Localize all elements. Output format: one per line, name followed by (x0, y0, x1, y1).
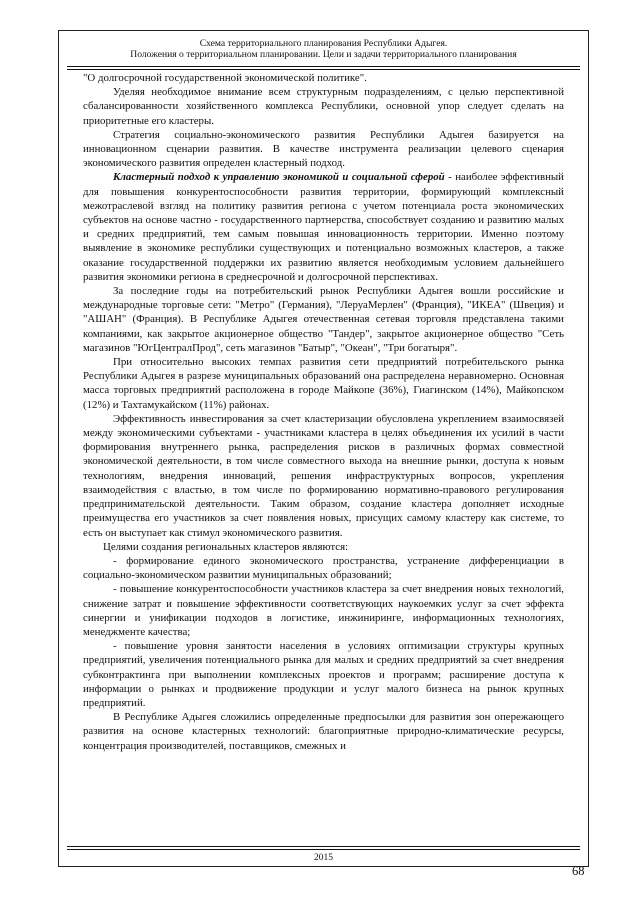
document-body (83, 71, 564, 753)
paragraph: Стратегия социально-экономического развития Республики Адыгея базируется на инновационном сценарии развития. В качестве инструмента реализации целевого сценария экономического развития определен кластерный подход. (83, 128, 564, 170)
paragraph: Уделяя необходимое внимание всем структурным подразделениям, с целью перспективной сбалансированности хозяйственного комплекса Республики, основной упор следует сделать на приоритетные его кластеры. (83, 86, 564, 127)
paragraph: За последние годы на потребительский рынок Республики Адыгея вошли российские и международные торговые сети: "Метро" (Германия), "ЛеруаМерлен" (Франция), "ИКЕА" (Швеция) и "АШАН" (Франция). В Республике Адыгея отечественная сетевая торговля представлена такими компаниями, как закрытое акционерное общество "Тандер", закрытое акционерное общество "Сеть магазинов "ЮгЦентралПрод", сеть магазинов "Батыр", "Океан", "Три богатыря". (83, 285, 564, 354)
header-line-2: Положения о территориальном планировании. Цели и задачи территориального планирования (130, 49, 517, 60)
paragraph (83, 170, 564, 284)
list-item: - повышение уровня занятости населения в условиях оптимизации структуры крупных предприятий, увеличения потенциального рынка для малых и средних предприятий за счет внедрения субконтрактинга при выполнении комплексных проектов и программ; расширение доступа к информации о рынках и продвижение продукции и услуг малого бизнеса на рынок крупных предприятий. (83, 640, 564, 709)
paragraph: При относительно высоких темпах развития сети предприятий потребительского рынка Республики Адыгея в разрезе муниципальных образований она распределена неравномерно. Основная масса торговых предприятий расположена в городе Майкопе (36%), Гиагинском (14%), Майкопском (12%) и Тахтамукайском (11%) районах. (83, 356, 564, 411)
header-rule (67, 66, 580, 67)
footer-rule (67, 846, 580, 847)
page-number: 68 (572, 864, 585, 878)
running-header (59, 38, 588, 60)
paragraph: В Республике Адыгея сложились определенные предпосылки для развития зон опережающего развития на основе кластерных технологий: благоприятные природно-климатические ресурсы, концентрация производителей, поставщиков, смежных и (83, 711, 564, 752)
paragraph-text: - наиболее эффективный для повышения конкурентоспособности развития территории, формирующий комплексный межотраслевой взгляд на политику развития региона с учетом потенциала роста экономических субъектов на основе частно - государственного партнерства, способствует созданию и развитию малых и средних предприятий, тем самым повышая инновационность территории. Именно поэтому выявление в экономике республики существующих и потенциально возможных кластеров, а также оказание государственной поддержки их развитию является необходимым условием дальнейшего развития экономики региона в среднесрочной и долгосрочной перспективах. (83, 171, 564, 283)
header-line-1: Схема территориального планирования Республики Адыгея. (199, 38, 448, 49)
list-item: - повышение конкурентоспособности участников кластера за счет внедрения новых технологий, снижение затрат и повышение эффективности соответствующих наукоемких услуг за счет эффекта синергии и унификации подходов в логистике, инжиниринге, информационных технологиях, менеджменте качества; (83, 583, 564, 638)
paragraph: Эффективность инвестирования за счет кластеризации обусловлена укреплением взаимосвязей между экономическими субъектами - участниками кластера в целях объединения их усилий в части формирования внутреннего рынка, распределения рисков в различных формах совместной экономической деятельности, в том числе совместного выхода на внешние рынки, доступа к новым технологиям, внедрения инноваций, решения инфраструктурных вопросов, укрепления взаимодействия с властью, в том числе по формированию нормативно-правового регулирования предпринимательской деятельности. Таким образом, создание кластера дополняет исходные преимущества его участников за счет появления новых, присущих самому кластеру как системе, то есть он выступает как стимул экономического развития. (83, 412, 564, 539)
footer-year: 2015 (314, 853, 333, 863)
page-frame (58, 30, 589, 867)
emphasized-lead: Кластерный подход к управлению экономикой и социальной сферой (113, 171, 445, 184)
header-rule-thin (67, 69, 580, 70)
footer-rule-thin (67, 849, 580, 850)
list-item: - формирование единого экономического пространства, устранение дифференциации в социально-экономическом развитии муниципальных образований; (83, 554, 564, 582)
paragraph: "О долгосрочной государственной экономической политике". (83, 72, 367, 84)
paragraph: Целями создания региональных кластеров являются: (103, 540, 349, 553)
